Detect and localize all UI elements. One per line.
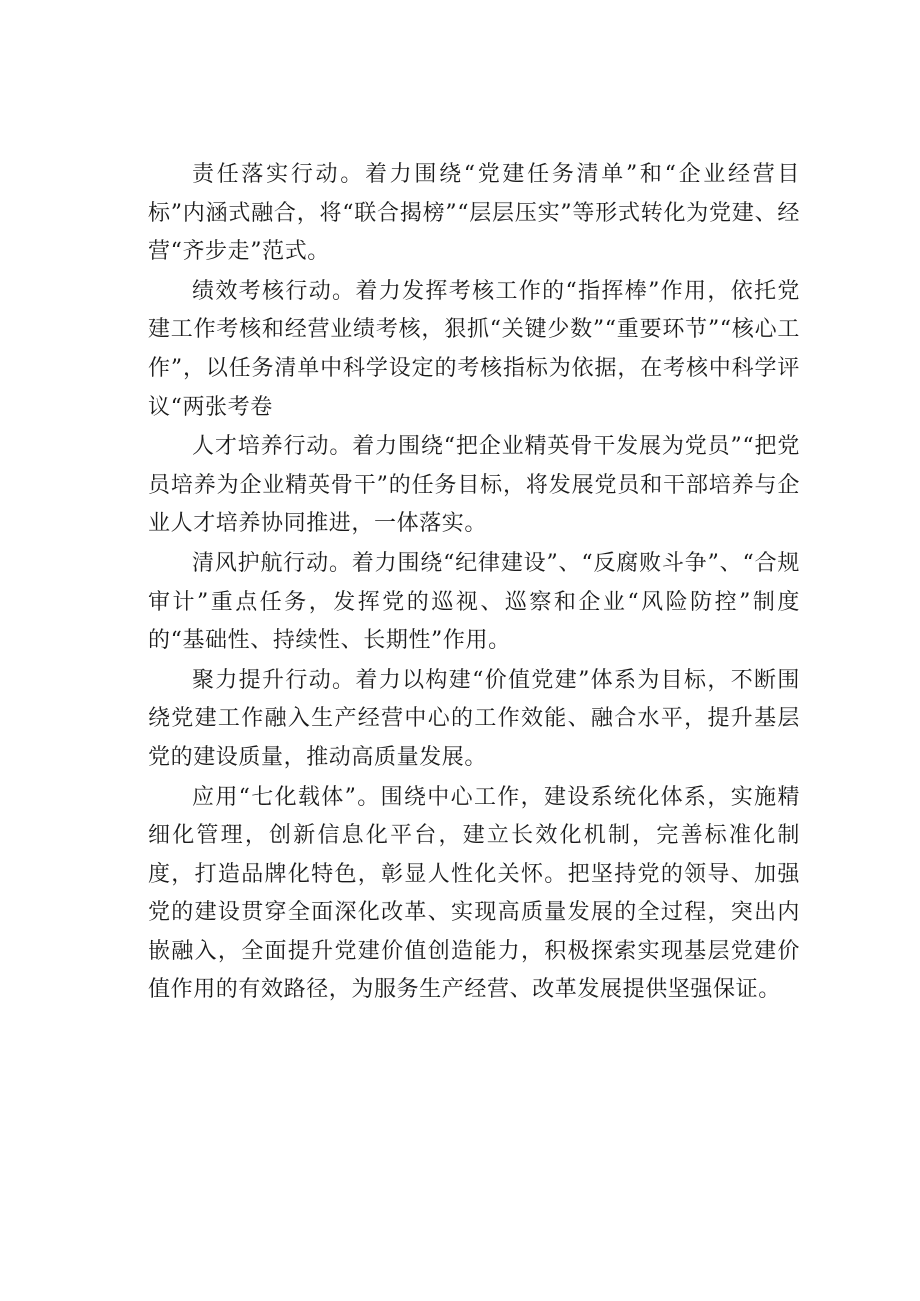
document-body	[148, 156, 800, 1011]
paragraph-seven-carriers: 应用“七化载体”。围绕中心工作，建设系统化体系，实施精细化管理，创新信息化平台，建立长效化机制，完善标准化制度，打造品牌化特色，彰显人性化关怀。把坚持党的领导、加强党的建设贯穿全面深化改革、实现高质量发展的全过程，突出内嵌融入，全面提升党建价值创造能力，积极探索实现基层党建价值作用的有效路径，为服务生产经营、改革发展提供坚强保证。	[148, 784, 800, 1003]
paragraph-clean-governance-action: 清风护航行动。着力围绕“纪律建设”、“反腐败斗争”、“合规审计”重点任务，发挥党的巡视、巡察和企业“风险防控”制度的“基础性、持续性、长期性”作用。	[148, 550, 800, 654]
paragraph-improvement-action: 聚力提升行动。着力以构建“价值党建”体系为目标，不断围绕党建工作融入生产经营中心的工作效能、融合水平，提升基层党的建设质量，推动高质量发展。	[148, 667, 800, 770]
paragraph-talent-cultivation-action: 人才培养行动。着力围绕“把企业精英骨干发展为党员”“把党员培养为企业精英骨干”的任务目标，将发展党员和干部培养与企业人才培养协同推进，一体落实。	[148, 434, 800, 537]
paragraph-responsibility-action: 责任落实行动。着力围绕“党建任务清单”和“企业经营目标”内涵式融合，将“联合揭榜”“层层压实”等形式转化为党建、经营“齐步走”范式。	[148, 162, 800, 265]
paragraph-performance-assessment-action: 绩效考核行动。着力发挥考核工作的“指挥棒”作用，依托党建工作考核和经营业绩考核，狠抓“关键少数”“重要环节”“核心工作”，以任务清单中科学设定的考核指标为依据，在考核中科学评议“两张考卷	[148, 278, 800, 420]
